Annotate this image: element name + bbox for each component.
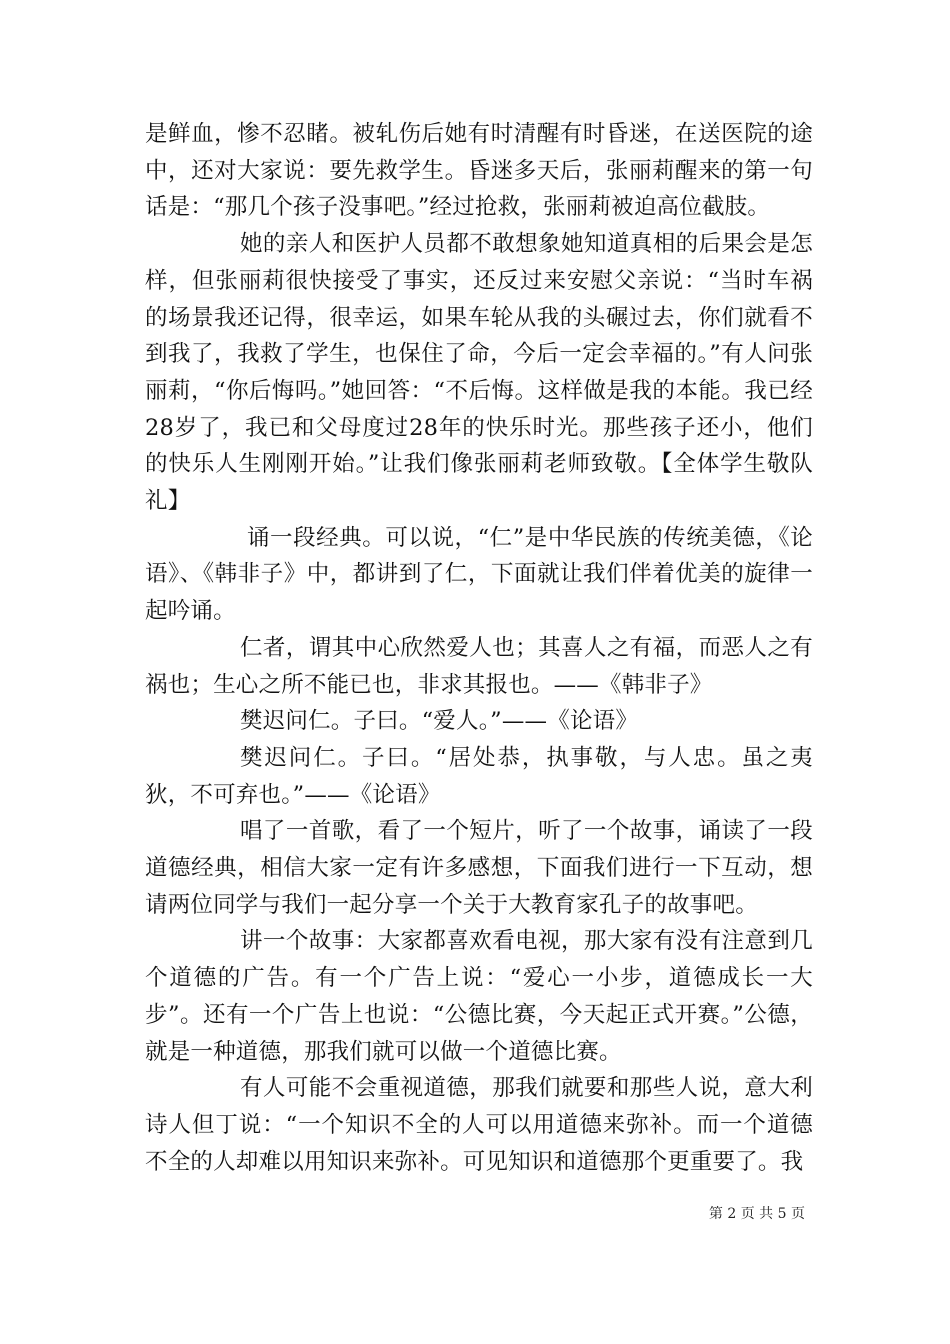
paragraph-quote: 仁者，谓其中心欣然爱人也；其喜人之有福，而恶人之有祸也；生心之所不能已也，非求其报也。——《韩非子》 xyxy=(145,634,813,698)
paragraph-continued: 是鲜血，惨不忍睹。被轧伤后她有时清醒有时昏迷，在送医院的途中，还对大家说：要先救学生。昏迷多天后，张丽莉醒来的第一句话是：“那几个孩子没事吧。”经过抢救，张丽莉被迫高位截肢。 xyxy=(145,121,813,221)
page-number: 第 2 页 共 5 页 xyxy=(708,1206,805,1222)
paragraph-quote: 樊迟问仁。子曰。“爱人。”——《论语》 xyxy=(240,708,639,735)
paragraph: 唱了一首歌，看了一个短片，听了一个故事，诵读了一段道德经典，相信大家一定有许多感想，下面我们进行一下互动，想请两位同学与我们一起分享一个关于大教育家孔子的故事吧。 xyxy=(145,818,813,918)
paragraph: 她的亲人和医护人员都不敢想象她知道真相的后果会是怎样，但张丽莉很快接受了事实，还反过来安慰父亲说：“当时车祸的场景我还记得，很幸运，如果车轮从我的头碾过去，你们就看不到我了，我救了学生，也保住了命，今后一定会幸福的。”有人问张丽莉，“你后悔吗。”她回答：“不后悔。这样做是我的本能。我已经28岁了，我已和父母度过28年的快乐时光。那些孩子还小，他们的快乐人生刚刚开始。”让我们像张丽莉老师致敬。【全体学生敬队礼】 xyxy=(145,231,813,515)
document-body xyxy=(145,116,813,1180)
paragraph-quote: 樊迟问仁。子曰。“居处恭，执事敬，与人忠。虽之夷狄，不可弃也。”——《论语》 xyxy=(145,744,813,808)
paragraph: 诵一段经典。可以说，“仁”是中华民族的传统美德，《论语》、《韩非子》中，都讲到了仁，下面就让我们伴着优美的旋律一起吟诵。 xyxy=(145,524,813,625)
paragraph: 有人可能不会重视道德，那我们就要和那些人说，意大利诗人但丁说：“一个知识不全的人可以用道德来弥补。而一个道德不全的人却难以用知识来弥补。可见知识和道德那个更重要了。我 xyxy=(145,1075,813,1175)
paragraph: 讲一个故事：大家都喜欢看电视，那大家有没有注意到几个道德的广告。有一个广告上说：“爱心一小步，道德成长一大步”。还有一个广告上也说：“公德比赛，今天起正式开赛。”公德，就是一种道德，那我们就可以做一个道德比赛。 xyxy=(145,928,813,1065)
